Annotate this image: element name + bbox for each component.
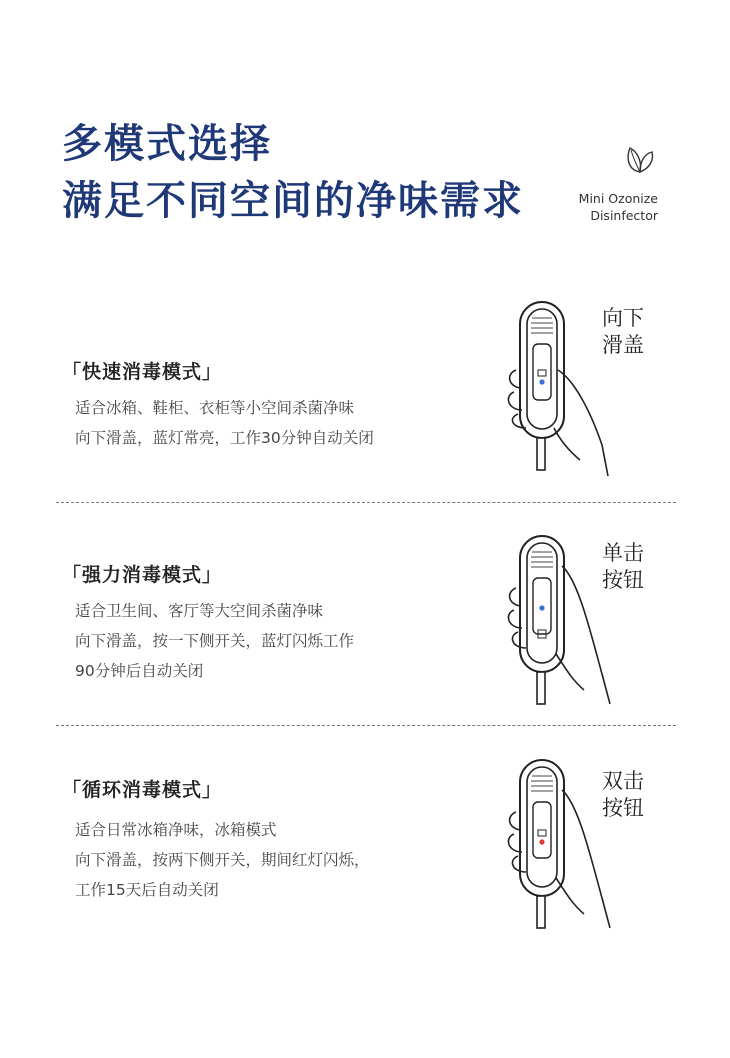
action-label xyxy=(602,540,644,594)
action-label xyxy=(602,305,644,359)
desc-line: 适合卫生间、客厅等大空间杀菌净味 xyxy=(75,602,324,620)
section-divider xyxy=(56,725,676,726)
headline-line-1: 多模式选择 xyxy=(62,121,272,167)
action-line: 按钮 xyxy=(602,796,644,820)
brand-block xyxy=(518,142,658,224)
status-led xyxy=(539,379,544,384)
action-line: 滑盖 xyxy=(602,333,644,357)
mode-title: 「快速消毒模式」 xyxy=(62,361,223,383)
mode-section-fast xyxy=(0,295,730,495)
status-led xyxy=(539,605,544,610)
mode-description xyxy=(75,393,374,453)
desc-line: 工作15天后自动关闭 xyxy=(75,881,219,899)
action-line: 单击 xyxy=(602,541,644,565)
desc-line: 适合冰箱、鞋柜、衣柜等小空间杀菌净味 xyxy=(75,399,355,417)
desc-line: 向下滑盖，按一下侧开关，蓝灯闪烁工作 xyxy=(75,632,355,650)
mode-section-cycle xyxy=(0,752,730,952)
mode-section-strong xyxy=(0,530,730,730)
mode-title: 「循环消毒模式」 xyxy=(62,779,223,801)
brand-name-line-2: Disinfector xyxy=(590,208,658,223)
status-led xyxy=(539,839,544,844)
desc-line: 适合日常冰箱净味，冰箱模式 xyxy=(75,821,277,839)
mode-description xyxy=(75,596,354,686)
mode-description xyxy=(75,815,370,905)
action-line: 按钮 xyxy=(602,568,644,592)
brand-name-line-1: Mini Ozonize xyxy=(578,191,658,206)
desc-line: 向下滑盖，蓝灯常亮，工作30分钟自动关闭 xyxy=(75,429,374,447)
mode-title: 「强力消毒模式」 xyxy=(62,564,223,586)
desc-line: 向下滑盖，按两下侧开关，期间红灯闪烁， xyxy=(75,851,370,869)
action-line: 双击 xyxy=(602,769,644,793)
section-divider xyxy=(56,502,676,503)
headline-line-2: 满足不同空间的净味需求 xyxy=(62,178,524,224)
leaf-icon xyxy=(624,142,658,174)
action-line: 向下 xyxy=(602,306,644,330)
action-label xyxy=(602,768,644,822)
desc-line: 90分钟后自动关闭 xyxy=(75,662,204,680)
